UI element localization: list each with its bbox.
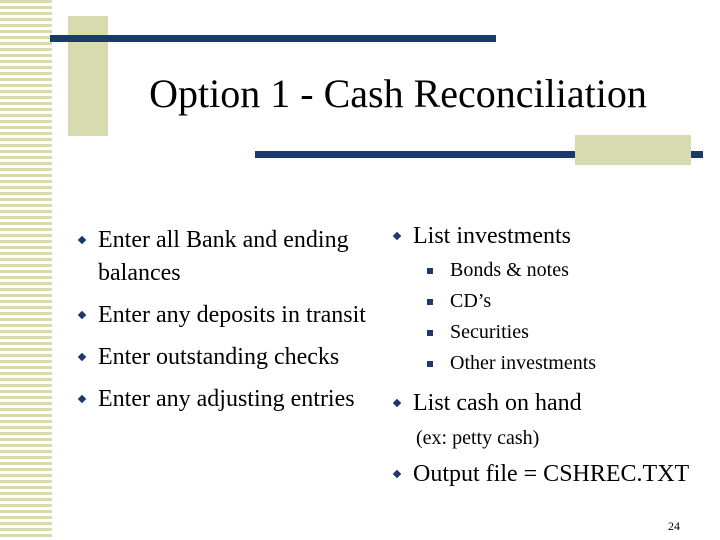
- decorative-olive-block-bottom: [575, 135, 691, 165]
- diamond-bullet-icon: [78, 353, 86, 361]
- bullet-text: Output file = CSHREC.TXT: [413, 461, 690, 487]
- sub-item-cds: [422, 286, 713, 317]
- bullet-text: Enter any deposits in transit: [98, 302, 366, 328]
- square-bullet-icon: [427, 299, 433, 305]
- diamond-bullet-icon: [78, 236, 86, 244]
- diamond-bullet-icon: [393, 399, 401, 407]
- diamond-bullet-icon: [393, 232, 401, 240]
- square-bullet-icon: [427, 330, 433, 336]
- square-bullet-icon: [427, 268, 433, 274]
- left-bullet-list: [78, 224, 368, 425]
- bullet-text: Enter outstanding checks: [98, 344, 340, 370]
- sub-item-text: Securities: [450, 321, 529, 343]
- investments-sublist: [393, 255, 713, 379]
- page-number: 24: [668, 519, 680, 533]
- bullet-text: Enter all Bank and ending balances: [98, 227, 349, 286]
- bullet-outstanding-checks: [78, 341, 368, 374]
- bullet-list-cash: [393, 387, 713, 420]
- sub-item-text: Other investments: [450, 352, 597, 374]
- slide-title: Option 1 - Cash Reconciliation: [149, 71, 647, 116]
- cash-note: (ex: petty cash): [416, 427, 540, 449]
- bullet-text: Enter any adjusting entries: [98, 386, 355, 412]
- bullet-output-file: [393, 458, 713, 491]
- bullet-text: List investments: [413, 223, 571, 249]
- diamond-bullet-icon: [78, 395, 86, 403]
- diamond-bullet-icon: [393, 470, 401, 478]
- square-bullet-icon: [427, 361, 433, 367]
- diamond-bullet-icon: [78, 311, 86, 319]
- right-bullet-list: [393, 220, 713, 491]
- bullet-bank-balances: [78, 224, 368, 290]
- bullet-text: List cash on hand: [413, 390, 582, 416]
- sub-item-securities: [422, 317, 713, 348]
- investments-sublist-wrap: [393, 255, 713, 379]
- bullet-deposits-in-transit: [78, 299, 368, 332]
- bullet-adjusting-entries: [78, 383, 368, 416]
- sub-item-bonds: [422, 255, 713, 286]
- sub-item-other-investments: [422, 348, 713, 379]
- bullet-list-investments: [393, 220, 713, 253]
- decorative-bar-top: [50, 35, 496, 42]
- sub-item-text: Bonds & notes: [450, 259, 569, 281]
- sub-item-text: CD’s: [450, 290, 492, 312]
